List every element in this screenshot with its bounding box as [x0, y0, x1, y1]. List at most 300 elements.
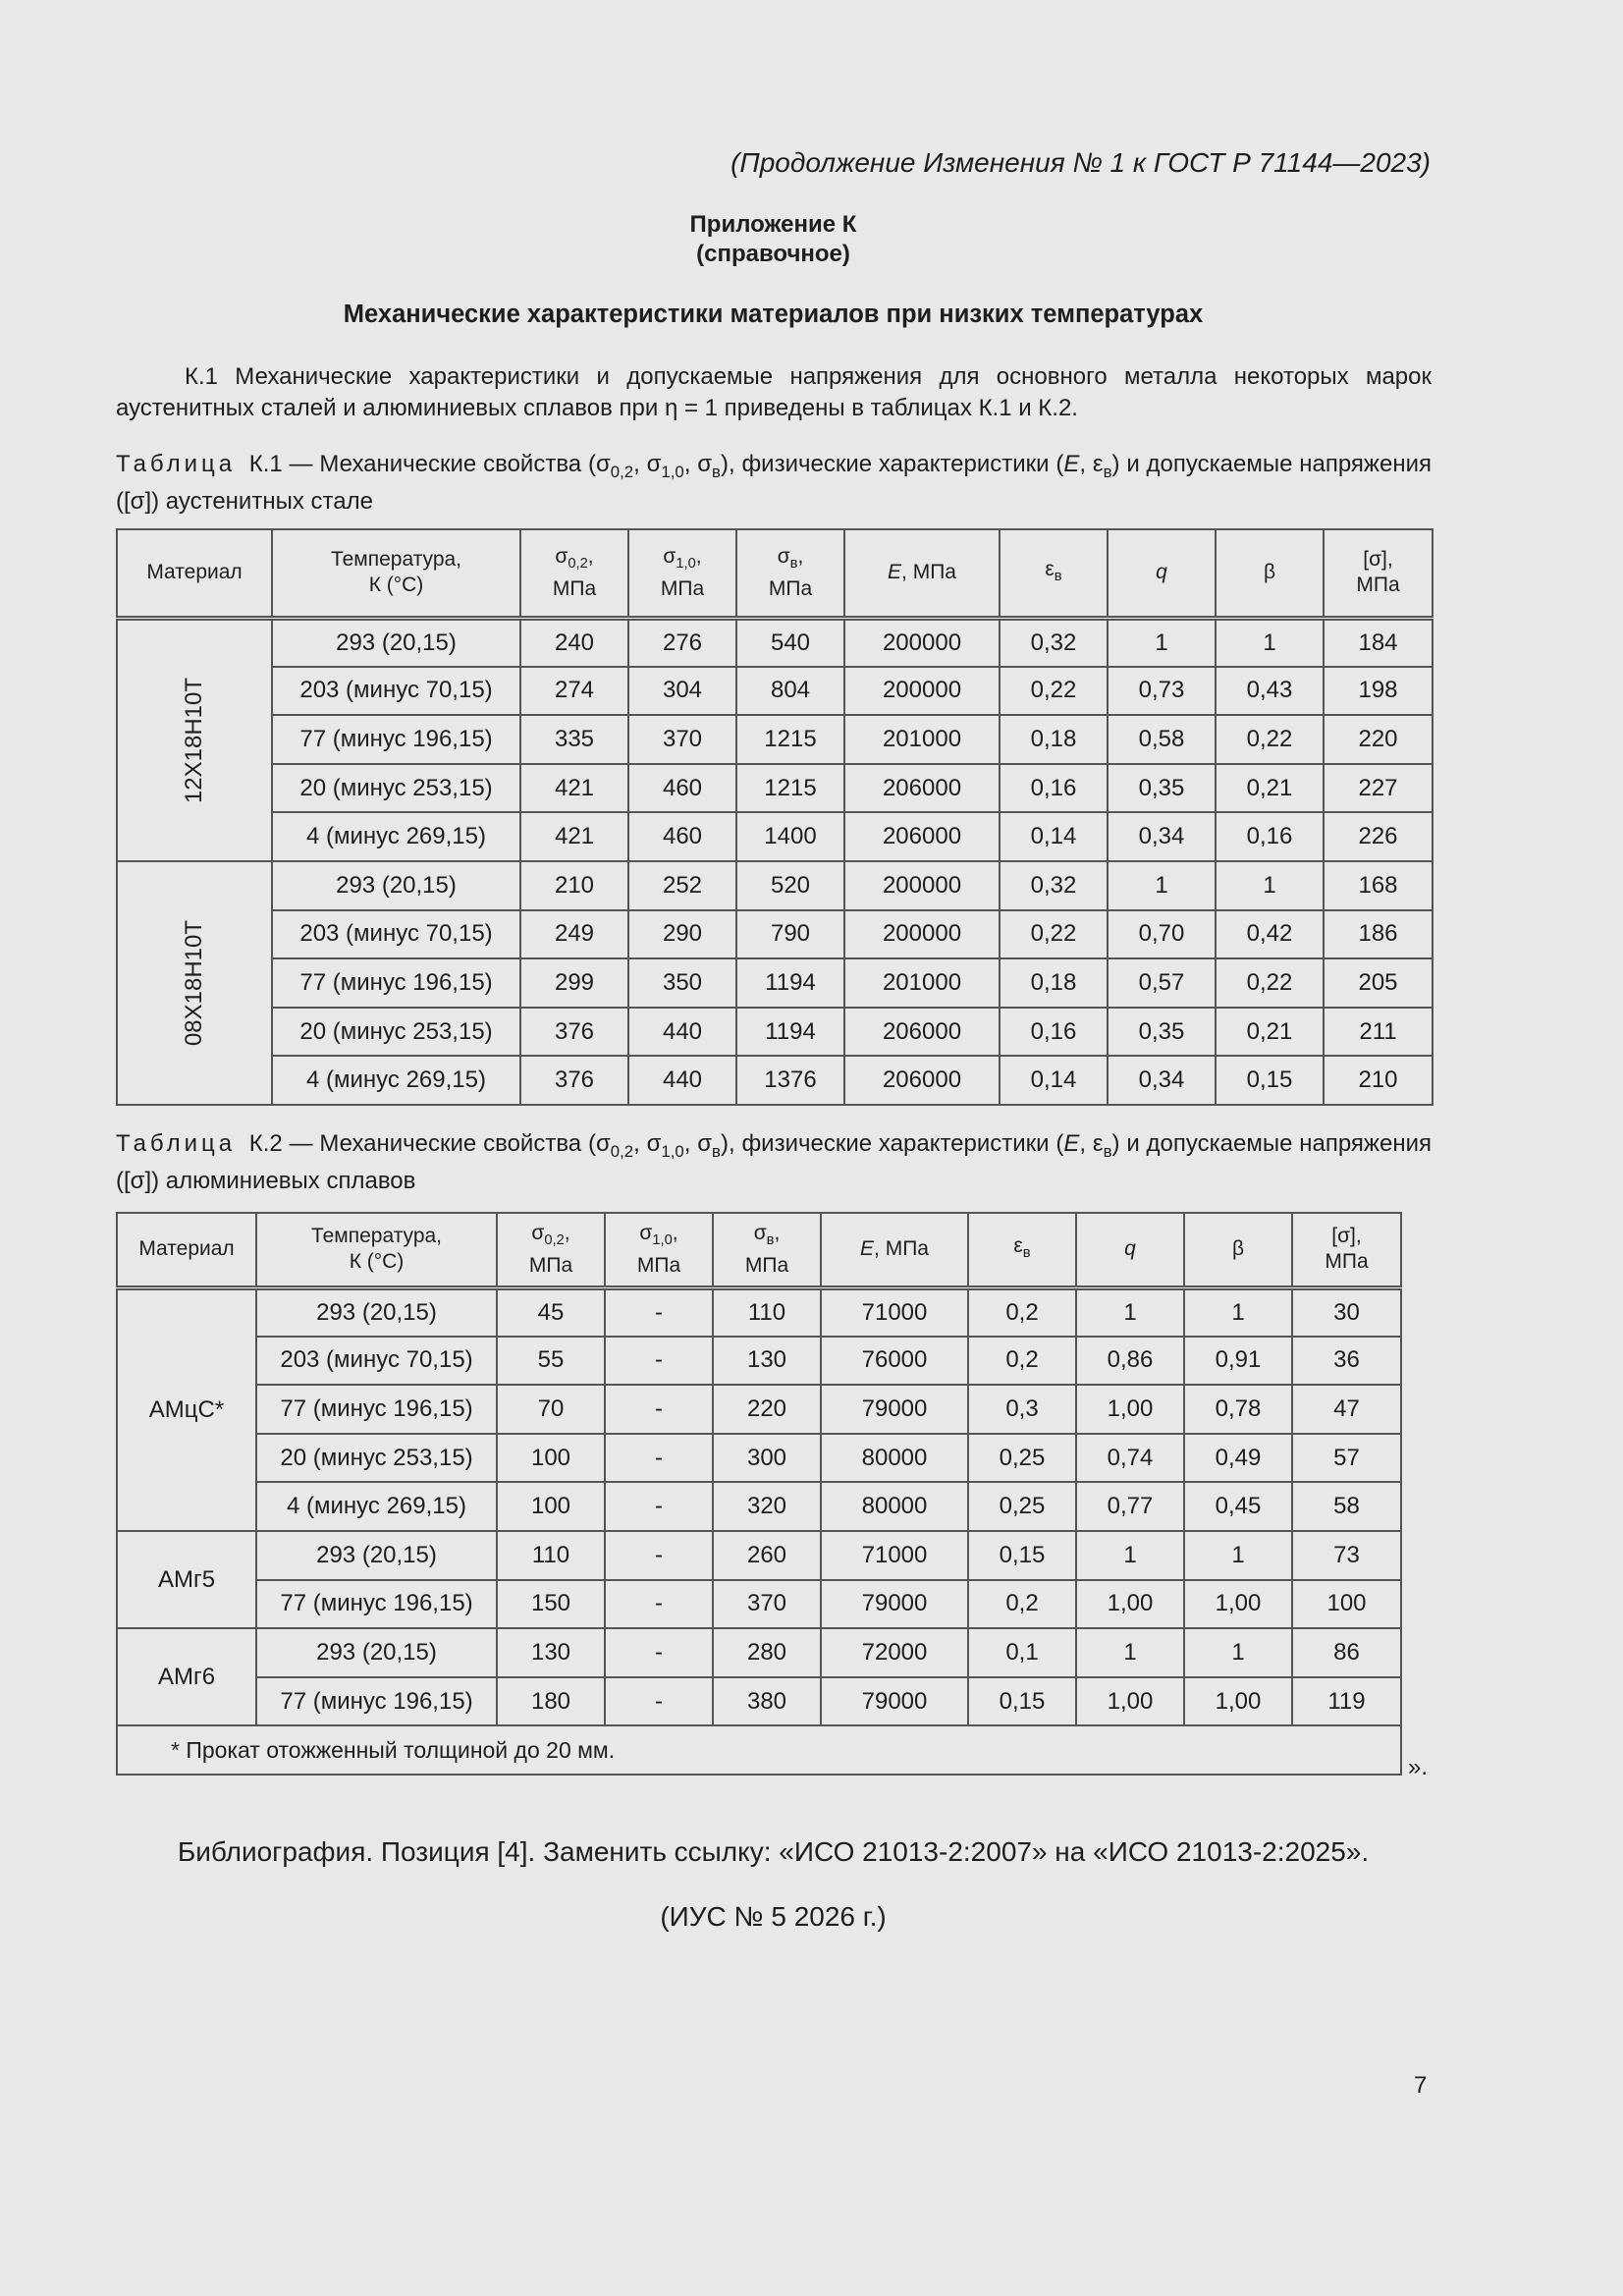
cell-epsilon-v: 0,22 — [1000, 910, 1108, 959]
caption-sub: 0,2 — [610, 1141, 634, 1161]
cell-e-modulus: 79000 — [821, 1385, 968, 1434]
closing-quote: ». — [1408, 1754, 1429, 1780]
cell-allowable-stress: 186 — [1324, 910, 1433, 959]
table-row — [117, 1580, 1401, 1629]
cell-beta: 0,49 — [1184, 1434, 1292, 1483]
table-k2-caption — [116, 1129, 1432, 1196]
cell-sigma-10: 290 — [628, 910, 736, 959]
cell-sigma-10: 276 — [628, 618, 736, 667]
cell-allowable-stress: 36 — [1292, 1337, 1401, 1386]
table-row — [117, 1337, 1401, 1386]
subscript: в — [1022, 1244, 1031, 1261]
cell-sigma-02: 421 — [520, 812, 628, 861]
cell-temperature: 203 (минус 70,15) — [272, 667, 520, 716]
header-sigma-10: $\sigma_{1,0}$, МПа — [605, 1213, 713, 1287]
cell-beta: 0,22 — [1216, 715, 1324, 764]
cell-epsilon-v: 0,18 — [1000, 715, 1108, 764]
cell-epsilon-v: 0,2 — [968, 1287, 1076, 1337]
cell-beta: 0,45 — [1184, 1482, 1292, 1531]
cell-e-modulus: 200000 — [844, 910, 1000, 959]
appendix-type: (справочное) — [696, 241, 850, 267]
subscript: 0,2 — [568, 555, 588, 572]
symbol: σ — [531, 1221, 545, 1244]
symbol: E — [860, 1237, 875, 1261]
cell-beta: 1 — [1184, 1628, 1292, 1677]
cell-sigma-02: 299 — [520, 958, 628, 1008]
material-name: 08Х18Н10Т — [181, 919, 207, 1046]
material-name: 12Х18Н10Т — [181, 677, 207, 803]
cell-allowable-stress: 226 — [1324, 812, 1433, 861]
cell-temperature: 203 (минус 70,15) — [272, 910, 520, 959]
header-sigma-v: $\sigma_в$, МПа — [736, 529, 844, 618]
cell-temperature: 20 (минус 253,15) — [272, 764, 520, 813]
page-number: 7 — [1414, 2072, 1428, 2099]
cell-epsilon-v: 0,25 — [968, 1434, 1076, 1483]
cell-sigma-v: 1194 — [736, 958, 844, 1008]
cell-sigma-02: 100 — [497, 1482, 605, 1531]
symbol: q — [1156, 561, 1167, 584]
cell-q: 0,34 — [1108, 812, 1216, 861]
unit: , МПа — [874, 1237, 929, 1261]
appendix-heading — [0, 210, 1546, 269]
cell-sigma-02: 376 — [520, 1008, 628, 1057]
table-row — [117, 667, 1433, 716]
subscript: в — [789, 555, 798, 572]
cell-epsilon-v: 0,15 — [968, 1677, 1076, 1726]
cell-epsilon-v: 0,1 — [968, 1628, 1076, 1677]
cell-epsilon-v: 0,25 — [968, 1482, 1076, 1531]
material-name: АМцС* — [148, 1395, 225, 1423]
header-epsilon-v — [968, 1213, 1076, 1287]
caption-text: , σ — [633, 451, 662, 477]
cell-sigma-10: 460 — [628, 764, 736, 813]
cell-sigma-v: 1400 — [736, 812, 844, 861]
cell-q: 0,57 — [1108, 958, 1216, 1008]
cell-sigma-v: 220 — [713, 1385, 821, 1434]
cell-sigma-02: 45 — [497, 1287, 605, 1337]
cell-e-modulus: 206000 — [844, 1008, 1000, 1057]
subscript: 1,0 — [676, 555, 696, 572]
cell-q: 1,00 — [1076, 1677, 1184, 1726]
cell-allowable-stress: 57 — [1292, 1434, 1401, 1483]
cell-beta: 0,42 — [1216, 910, 1324, 959]
cell-e-modulus: 206000 — [844, 764, 1000, 813]
table-row — [117, 715, 1433, 764]
cell-temperature: 4 (минус 269,15) — [256, 1482, 497, 1531]
cell-beta: 0,43 — [1216, 667, 1324, 716]
cell-epsilon-v: 0,16 — [1000, 764, 1108, 813]
cell-q: 0,35 — [1108, 764, 1216, 813]
cell-e-modulus: 71000 — [821, 1531, 968, 1580]
header-temperature-line2: К (°С) — [368, 574, 424, 597]
cell-sigma-v: 520 — [736, 861, 844, 910]
table-row — [117, 1677, 1401, 1726]
ius-reference: (ИУС № 5 2026 г.) — [660, 1901, 887, 1932]
symbol: σ — [555, 544, 568, 568]
cell-sigma-02: 130 — [497, 1628, 605, 1677]
cell-sigma-10: - — [605, 1580, 713, 1629]
symbol: σ — [777, 544, 790, 568]
cell-sigma-02: 421 — [520, 764, 628, 813]
cell-q: 0,74 — [1076, 1434, 1184, 1483]
table-k2-body — [117, 1287, 1401, 1725]
cell-sigma-10: - — [605, 1287, 713, 1337]
bibliography-note: Библиография. Позиция [4]. Заменить ссылку: «ИСО 21013-2:2007» на «ИСО 21013-2:2025». — [177, 1836, 1370, 1867]
table-k1-caption — [116, 450, 1432, 517]
header-sigma-02: $\sigma_{0,2}$, МПа — [520, 529, 628, 618]
table-row — [117, 861, 1433, 910]
material-cell — [117, 1531, 256, 1628]
cell-q: 1 — [1108, 618, 1216, 667]
cell-temperature: 293 (20,15) — [272, 861, 520, 910]
cell-e-modulus: 79000 — [821, 1580, 968, 1629]
header-line1: [σ], — [1363, 548, 1393, 572]
material-cell — [117, 1287, 256, 1531]
cell-temperature: 293 (20,15) — [256, 1531, 497, 1580]
cell-sigma-10: - — [605, 1482, 713, 1531]
header-sigma-10: $\sigma_{1,0}$, МПа — [628, 529, 736, 618]
cell-allowable-stress: 73 — [1292, 1531, 1401, 1580]
table-row — [117, 1056, 1433, 1105]
cell-beta: 0,78 — [1184, 1385, 1292, 1434]
caption-text: ) и допускаемые напряжения ([σ]) алюминиевых сплавов — [116, 1130, 1432, 1194]
cell-sigma-v: 1215 — [736, 715, 844, 764]
table-row — [117, 1287, 1401, 1337]
header-beta: β — [1184, 1213, 1292, 1287]
cell-temperature: 293 (20,15) — [256, 1628, 497, 1677]
cell-sigma-10: - — [605, 1628, 713, 1677]
cell-q: 0,58 — [1108, 715, 1216, 764]
cell-temperature: 77 (минус 196,15) — [272, 958, 520, 1008]
cell-temperature: 4 (минус 269,15) — [272, 812, 520, 861]
caption-text: ), физические характеристики ( — [720, 451, 1064, 477]
caption-sub: в — [712, 1141, 721, 1161]
header-q — [1076, 1213, 1184, 1287]
caption-sub: 1,0 — [661, 462, 684, 481]
unit: МПа — [768, 576, 813, 600]
header-e-modulus — [844, 529, 1000, 618]
cell-sigma-10: - — [605, 1385, 713, 1434]
caption-number: К.1 — [248, 451, 283, 477]
caption-label: Таблица — [116, 451, 237, 477]
table-row — [117, 1008, 1433, 1057]
cell-allowable-stress: 220 — [1324, 715, 1433, 764]
cell-sigma-v: 130 — [713, 1337, 821, 1386]
symbol: ε — [1013, 1233, 1023, 1257]
cell-sigma-v: 280 — [713, 1628, 821, 1677]
cell-sigma-v: 1194 — [736, 1008, 844, 1057]
header-material: Материал — [117, 529, 272, 618]
header-q — [1108, 529, 1216, 618]
cell-sigma-v: 790 — [736, 910, 844, 959]
header-beta: β — [1216, 529, 1324, 618]
cell-sigma-v: 380 — [713, 1677, 821, 1726]
document-reference: (Продолжение Изменения № 1 к ГОСТ Р 71144—2023) — [730, 147, 1431, 178]
cell-sigma-02: 110 — [497, 1531, 605, 1580]
cell-sigma-10: 370 — [628, 715, 736, 764]
cell-e-modulus: 200000 — [844, 618, 1000, 667]
symbol: ε — [1045, 557, 1055, 580]
subscript: 1,0 — [652, 1231, 673, 1248]
cell-sigma-02: 70 — [497, 1385, 605, 1434]
cell-epsilon-v: 0,16 — [1000, 1008, 1108, 1057]
cell-sigma-02: 240 — [520, 618, 628, 667]
cell-sigma-10: - — [605, 1434, 713, 1483]
subscript: в — [766, 1231, 775, 1248]
cell-temperature: 77 (минус 196,15) — [256, 1580, 497, 1629]
cell-allowable-stress: 119 — [1292, 1677, 1401, 1726]
cell-temperature: 203 (минус 70,15) — [256, 1337, 497, 1386]
cell-sigma-02: 180 — [497, 1677, 605, 1726]
material-cell — [117, 1628, 256, 1725]
table-k2 — [116, 1212, 1402, 1776]
cell-sigma-10: 460 — [628, 812, 736, 861]
cell-beta: 1,00 — [1184, 1580, 1292, 1629]
cell-e-modulus: 80000 — [821, 1482, 968, 1531]
cell-sigma-v: 370 — [713, 1580, 821, 1629]
caption-text: — Механические свойства (σ — [282, 451, 611, 477]
symbol: q — [1124, 1237, 1136, 1261]
material-cell — [117, 861, 272, 1105]
cell-temperature: 20 (минус 253,15) — [272, 1008, 520, 1057]
cell-e-modulus: 79000 — [821, 1677, 968, 1726]
cell-e-modulus: 72000 — [821, 1628, 968, 1677]
caption-sub: в — [1103, 1141, 1112, 1161]
caption-sub: в — [1103, 462, 1112, 481]
cell-e-modulus: 206000 — [844, 1056, 1000, 1105]
table-row — [117, 958, 1433, 1008]
cell-allowable-stress: 211 — [1324, 1008, 1433, 1057]
symbol: σ — [639, 1221, 653, 1244]
cell-allowable-stress: 100 — [1292, 1580, 1401, 1629]
material-name: АМг6 — [157, 1663, 216, 1690]
cell-sigma-10: - — [605, 1531, 713, 1580]
header-e-modulus — [821, 1213, 968, 1287]
cell-temperature: 77 (минус 196,15) — [256, 1677, 497, 1726]
cell-allowable-stress: 205 — [1324, 958, 1433, 1008]
table-row — [117, 1385, 1401, 1434]
cell-temperature: 77 (минус 196,15) — [272, 715, 520, 764]
table-row — [117, 910, 1433, 959]
cell-sigma-v: 1215 — [736, 764, 844, 813]
table-k2-footnote: * Прокат отожженный толщиной до 20 мм. — [117, 1725, 1401, 1775]
cell-sigma-10: - — [605, 1677, 713, 1726]
header-temperature — [272, 529, 520, 618]
cell-q: 0,34 — [1108, 1056, 1216, 1105]
cell-q: 0,73 — [1108, 667, 1216, 716]
caption-text: , ε — [1079, 451, 1104, 477]
caption-sub: 1,0 — [661, 1141, 684, 1161]
caption-text: , ε — [1079, 1130, 1104, 1157]
cell-sigma-02: 335 — [520, 715, 628, 764]
caption-sub: 0,2 — [610, 462, 634, 481]
cell-e-modulus: 201000 — [844, 958, 1000, 1008]
cell-e-modulus: 200000 — [844, 667, 1000, 716]
cell-epsilon-v: 0,15 — [968, 1531, 1076, 1580]
table-row — [117, 1482, 1401, 1531]
cell-epsilon-v: 0,14 — [1000, 812, 1108, 861]
caption-text: , σ — [683, 451, 713, 477]
cell-q: 1 — [1108, 861, 1216, 910]
cell-q: 1 — [1076, 1628, 1184, 1677]
cell-sigma-v: 1376 — [736, 1056, 844, 1105]
cell-beta: 1 — [1216, 618, 1324, 667]
cell-e-modulus: 76000 — [821, 1337, 968, 1386]
cell-q: 0,35 — [1108, 1008, 1216, 1057]
cell-sigma-10: - — [605, 1337, 713, 1386]
section-title: Механические характеристики материалов при низких температурах — [343, 301, 1204, 328]
unit: МПа — [660, 576, 705, 600]
header-allowable-stress — [1324, 529, 1433, 618]
header-epsilon-v — [1000, 529, 1108, 618]
table-row — [117, 618, 1433, 667]
unit: МПа — [636, 1253, 681, 1277]
cell-epsilon-v: 0,14 — [1000, 1056, 1108, 1105]
header-temperature — [256, 1213, 497, 1287]
cell-allowable-stress: 184 — [1324, 618, 1433, 667]
cell-beta: 1 — [1216, 861, 1324, 910]
caption-italic: E — [1063, 1130, 1080, 1157]
cell-epsilon-v: 0,3 — [968, 1385, 1076, 1434]
cell-sigma-v: 260 — [713, 1531, 821, 1580]
caption-italic: E — [1063, 451, 1080, 477]
symbol: σ — [753, 1221, 767, 1244]
cell-temperature: 293 (20,15) — [256, 1287, 497, 1337]
cell-epsilon-v: 0,2 — [968, 1580, 1076, 1629]
paragraph-text: К.1 Механические характеристики и допускаемые напряжения для основного металла некоторых марок аустенитных сталей и алюминиевых сплавов при η = 1 приведены в таблицах К.1 и К.2. — [116, 363, 1432, 421]
cell-q: 0,70 — [1108, 910, 1216, 959]
cell-e-modulus: 71000 — [821, 1287, 968, 1337]
cell-beta: 0,91 — [1184, 1337, 1292, 1386]
symbol: E — [888, 561, 902, 584]
caption-text: , σ — [683, 1130, 713, 1157]
cell-sigma-v: 804 — [736, 667, 844, 716]
cell-beta: 0,21 — [1216, 1008, 1324, 1057]
cell-epsilon-v: 0,32 — [1000, 861, 1108, 910]
caption-text: ), физические характеристики ( — [720, 1130, 1064, 1157]
cell-beta: 0,16 — [1216, 812, 1324, 861]
header-temperature-line1: Температура, — [330, 548, 462, 572]
header-temperature-line1: Температура, — [310, 1225, 443, 1248]
table-k1 — [116, 528, 1434, 1106]
cell-allowable-stress: 30 — [1292, 1287, 1401, 1337]
cell-allowable-stress: 58 — [1292, 1482, 1401, 1531]
cell-temperature: 293 (20,15) — [272, 618, 520, 667]
table-row — [117, 1434, 1401, 1483]
caption-number: К.2 — [248, 1130, 283, 1157]
cell-epsilon-v: 0,22 — [1000, 667, 1108, 716]
header-temperature-line2: К (°С) — [349, 1250, 405, 1274]
cell-sigma-v: 540 — [736, 618, 844, 667]
cell-sigma-02: 55 — [497, 1337, 605, 1386]
cell-allowable-stress: 198 — [1324, 667, 1433, 716]
cell-beta: 1 — [1184, 1531, 1292, 1580]
cell-sigma-02: 249 — [520, 910, 628, 959]
cell-e-modulus: 201000 — [844, 715, 1000, 764]
cell-beta: 1,00 — [1184, 1677, 1292, 1726]
cell-temperature: 4 (минус 269,15) — [272, 1056, 520, 1105]
cell-epsilon-v: 0,32 — [1000, 618, 1108, 667]
material-name: АМг5 — [157, 1565, 216, 1593]
subscript: в — [1054, 568, 1062, 584]
subscript: 0,2 — [544, 1231, 565, 1248]
cell-sigma-02: 274 — [520, 667, 628, 716]
cell-q: 0,77 — [1076, 1482, 1184, 1531]
caption-label: Таблица — [116, 1130, 237, 1157]
cell-temperature: 77 (минус 196,15) — [256, 1385, 497, 1434]
cell-allowable-stress: 227 — [1324, 764, 1433, 813]
cell-epsilon-v: 0,18 — [1000, 958, 1108, 1008]
cell-sigma-v: 110 — [713, 1287, 821, 1337]
cell-q: 1 — [1076, 1531, 1184, 1580]
cell-sigma-10: 304 — [628, 667, 736, 716]
cell-epsilon-v: 0,2 — [968, 1337, 1076, 1386]
cell-q: 0,86 — [1076, 1337, 1184, 1386]
cell-sigma-v: 300 — [713, 1434, 821, 1483]
table-row — [117, 812, 1433, 861]
unit: , МПа — [901, 561, 956, 584]
cell-sigma-10: 440 — [628, 1056, 736, 1105]
cell-q: 1,00 — [1076, 1385, 1184, 1434]
cell-temperature: 20 (минус 253,15) — [256, 1434, 497, 1483]
cell-allowable-stress: 47 — [1292, 1385, 1401, 1434]
cell-sigma-10: 440 — [628, 1008, 736, 1057]
cell-q: 1,00 — [1076, 1580, 1184, 1629]
table-row — [117, 1628, 1401, 1677]
header-material: Материал — [117, 1213, 256, 1287]
material-cell — [117, 618, 272, 861]
appendix-title: Приложение К — [689, 211, 857, 238]
cell-beta: 0,21 — [1216, 764, 1324, 813]
header-line2: МПа — [1356, 574, 1400, 597]
cell-sigma-10: 350 — [628, 958, 736, 1008]
header-allowable-stress — [1292, 1213, 1401, 1287]
cell-q: 1 — [1076, 1287, 1184, 1337]
header-sigma-02: $\sigma_{0,2}$, МПа — [497, 1213, 605, 1287]
paragraph-k1 — [116, 361, 1432, 424]
table-k1-body — [117, 618, 1433, 1105]
cell-allowable-stress: 86 — [1292, 1628, 1401, 1677]
cell-beta: 0,15 — [1216, 1056, 1324, 1105]
header-line2: МПа — [1325, 1250, 1369, 1274]
cell-e-modulus: 80000 — [821, 1434, 968, 1483]
unit: МПа — [552, 576, 597, 600]
cell-sigma-10: 252 — [628, 861, 736, 910]
cell-allowable-stress: 210 — [1324, 1056, 1433, 1105]
table-row — [117, 764, 1433, 813]
caption-sub: в — [712, 462, 721, 481]
unit: МПа — [744, 1253, 789, 1277]
cell-sigma-02: 100 — [497, 1434, 605, 1483]
table-row — [117, 1531, 1401, 1580]
cell-e-modulus: 206000 — [844, 812, 1000, 861]
cell-sigma-v: 320 — [713, 1482, 821, 1531]
cell-e-modulus: 200000 — [844, 861, 1000, 910]
header-line1: [σ], — [1331, 1225, 1362, 1248]
cell-allowable-stress: 168 — [1324, 861, 1433, 910]
caption-text: , σ — [633, 1130, 662, 1157]
cell-sigma-02: 376 — [520, 1056, 628, 1105]
cell-beta: 1 — [1184, 1287, 1292, 1337]
symbol: σ — [663, 544, 676, 568]
caption-text: ) и допускаемые напряжения ([σ]) аустенитных стале — [116, 451, 1432, 515]
cell-beta: 0,22 — [1216, 958, 1324, 1008]
cell-sigma-02: 150 — [497, 1580, 605, 1629]
unit: МПа — [528, 1253, 573, 1277]
caption-text: — Механические свойства (σ — [282, 1130, 611, 1157]
cell-sigma-02: 210 — [520, 861, 628, 910]
header-sigma-v: $\sigma_в$, МПа — [713, 1213, 821, 1287]
